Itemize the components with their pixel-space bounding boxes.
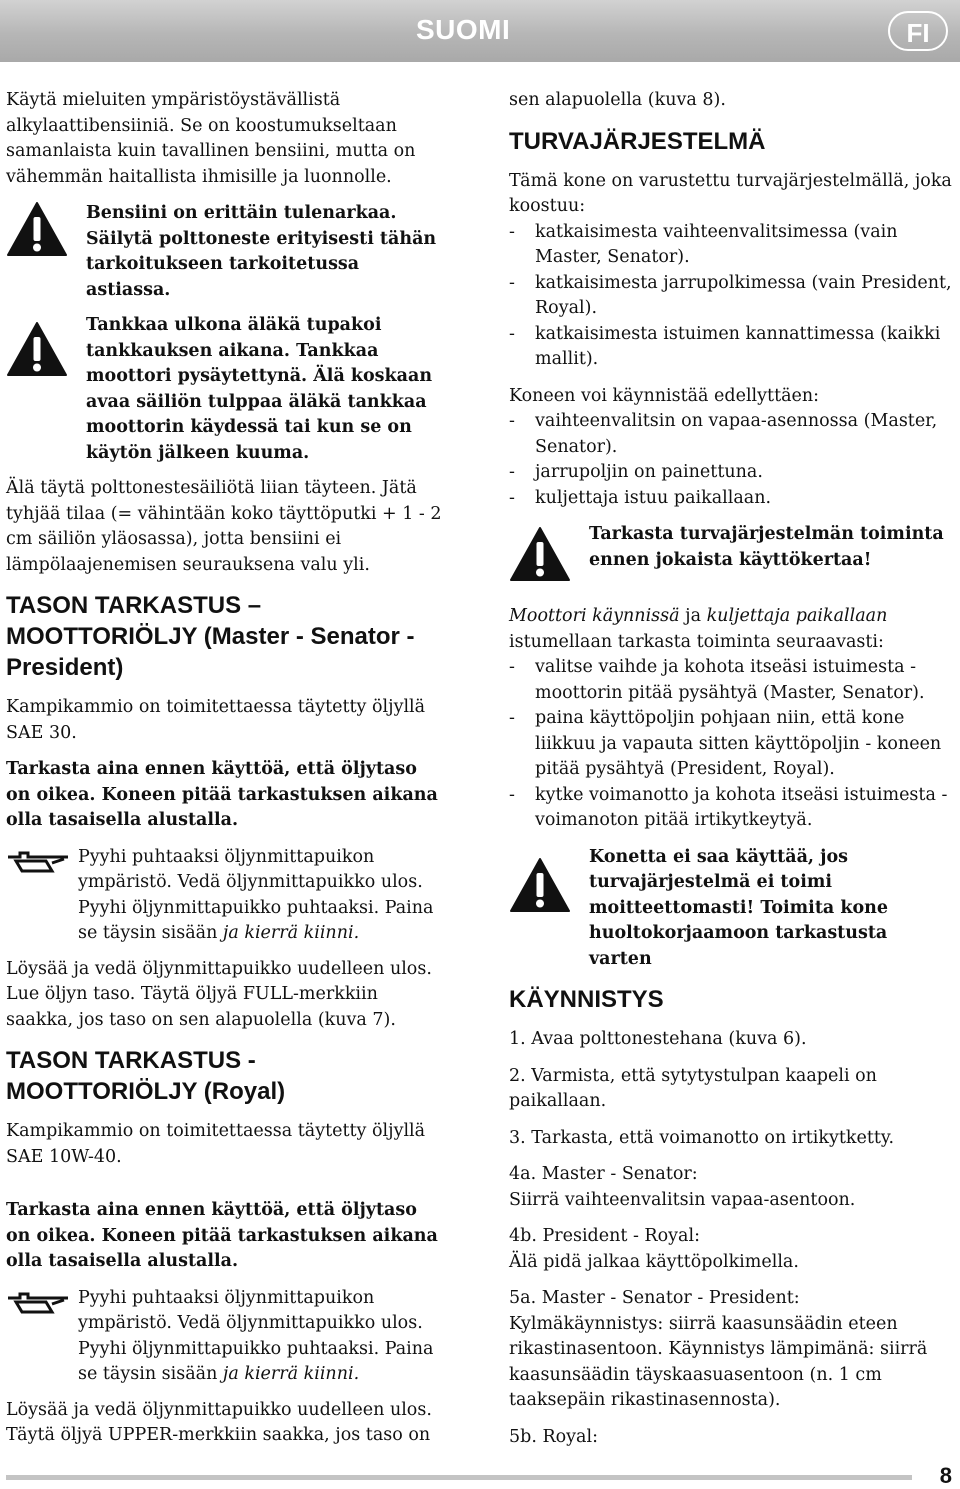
paragraph: Käytä mieluiten ympäristöystävällistä alkylaattibensiiniä. Se on koostumukseltaan samanlaista kuin tavallinen bensiini, mutta on vähemmän haitallista ihmisille ja luonnolle. — [6, 90, 416, 187]
oil-dipstick-icon — [6, 845, 72, 877]
left-column — [6, 88, 446, 1460]
step — [509, 1162, 955, 1213]
step — [509, 1224, 955, 1275]
warning-block — [6, 201, 446, 303]
warning-block — [509, 845, 955, 973]
paragraph — [509, 604, 955, 655]
warning-text: Tarkasta turvajärjestelmän toiminta ennen jokaista käyttökertaa! — [589, 524, 944, 570]
list-item: - katkaisimesta istuimen kannattimessa (kaikki mallit). — [509, 322, 955, 373]
right-column — [509, 88, 955, 1461]
warning-block — [6, 313, 446, 466]
list-item: - valitse vaihde ja kohota itseäsi istuimesta - moottorin pitää pysähtyä (Master, Senator). — [509, 655, 955, 706]
list-item: - vaihteenvalitsin on vapaa-asennossa (Master, Senator). — [509, 409, 955, 460]
section-heading: TURVAJÄRJESTELMÄ — [509, 127, 766, 155]
list-item: - kuljettaja istuu paikallaan. — [509, 486, 955, 512]
warning-text: Konetta ei saa käyttää, jos turvajärjestelmä ei toimi moitteettomasti! Toimita kone huoltokorjaamoon tarkastusta varten — [589, 846, 888, 969]
warning-block — [509, 522, 955, 582]
paragraph: Älä täytä polttonestesäiliötä liian täyteen. Jätä tyhjää tilaa (= vähintään koko täyttöputki + 1 - 2 cm säiliön yläosassa), jotta bensiini ei lämpölaajenemisen seurauksena valu yli. — [6, 478, 442, 575]
section-heading: TASON TARKASTUS - MOOTTORIÖLJY (Royal) — [6, 1047, 286, 1105]
text-phrase: ja — [679, 606, 707, 626]
oil-dipstick-icon — [6, 1286, 72, 1318]
step: 2. Varmista, että sytytystulpan kaapeli on paikallaan. — [509, 1065, 877, 1111]
bold-paragraph: Tarkasta aina ennen käyttöä, että öljytaso on oikea. Koneen pitää tarkastuksen aikana olla tasaisella alustalla. — [6, 1200, 438, 1271]
switch-list — [509, 220, 955, 373]
warning-text: Bensiini on erittäin tulenarkaa. Säilytä polttoneste erityisesti tähän tarkoitukseen tarkoitetussa astiassa. — [86, 203, 437, 300]
step: 1. Avaa polttonestehana (kuva 6). — [509, 1029, 807, 1049]
header-title: SUOMI — [416, 14, 511, 45]
list-item: - paina käyttöpoljin pohjaan niin, että kone liikkuu ja vapauta sitten käyttöpoljin - koneen pitää pysähtyä (President, Royal). — [509, 706, 955, 783]
paragraph: Löysää ja vedä öljynmittapuikko uudelleen ulos. Lue öljyn taso. Täytä öljyä FULL-merkkiin saakka, jos taso on sen alapuolella (kuva 7). — [6, 958, 432, 1030]
step-title: 5a. Master - Senator - President: — [509, 1288, 800, 1308]
list-item: - katkaisimesta jarrupolkimessa (vain President, Royal). — [509, 271, 955, 322]
paragraph: Löysää ja vedä öljynmittapuikko uudelleen ulos. Täytä öljyä UPPER-merkkiin saakka, jos taso on — [6, 1399, 432, 1445]
condition-list — [509, 409, 955, 511]
step-title: 4a. Master - Senator: — [509, 1164, 698, 1184]
dipstick-text-italic: ja kierrä kiinni. — [222, 1364, 360, 1384]
warning-icon — [6, 321, 68, 377]
dipstick-instruction — [6, 1286, 446, 1388]
italic-phrase: kuljettaja paikallaan — [706, 606, 888, 626]
dipstick-text: Pyyhi puhtaaksi öljynmittapuikon ympäristö. Vedä öljynmittapuikko ulos. Pyyhi öljynmittapuikko puhtaaksi. Paina se täysin sisään — [78, 846, 434, 943]
warning-icon — [509, 526, 571, 582]
text-phrase: istumellaan tarkasta toiminta seuraavasti: — [509, 631, 884, 652]
page-number: 8 — [939, 1463, 952, 1488]
language-badge: FI — [888, 11, 948, 51]
italic-phrase: Moottori käynnissä — [509, 606, 680, 626]
bold-paragraph: Tarkasta aina ennen käyttöä, että öljytaso on oikea. Koneen pitää tarkastuksen aikana olla tasaisella alustalla. — [6, 759, 438, 830]
warning-text: Tankkaa ulkona äläkä tupakoi tankkauksen aikana. Tankkaa moottori pysäytettynä. Älä koskaan avaa säiliön tulppaa äläkä tankkaa moottorin käydessä tai kun se on käytön jälkeen kuuma. — [86, 315, 433, 463]
paragraph: sen alapuolella (kuva 8). — [509, 90, 726, 110]
list-item: - kytke voimanotto ja kohota itseäsi istuimesta - voimanoton pitää irtikytkeytyä. — [509, 783, 955, 834]
dipstick-instruction — [6, 845, 446, 947]
step-body: Siirrä vaihteenvalitsin vapaa-asentoon. — [509, 1189, 856, 1210]
warning-icon — [509, 857, 571, 913]
list-item: - katkaisimesta vaihteenvalitsimessa (vain Master, Senator). — [509, 220, 955, 271]
section-heading: TASON TARKASTUS – MOOTTORIÖLJY (Master - Senator - President) — [6, 592, 415, 681]
page-header — [0, 0, 960, 62]
list-item: - jarrupoljin on painettuna. — [509, 460, 955, 486]
paragraph: Kampikammio on toimitettaessa täytetty öljyllä SAE 10W-40. — [6, 1121, 426, 1167]
check-list — [509, 655, 955, 834]
paragraph: Tämä kone on varustettu turvajärjestelmällä, joka koostuu: — [509, 170, 952, 216]
step-body: Älä pidä jalkaa käyttöpolkimella. — [509, 1251, 799, 1272]
dipstick-text: Pyyhi puhtaaksi öljynmittapuikon ympäristö. Vedä öljynmittapuikko ulos. Pyyhi öljynmittapuikko puhtaaksi. Paina se täysin sisään — [78, 1287, 434, 1384]
step-body: Kylmäkäynnistys: siirrä kaasunsäädin eteen rikastinasentoon. Käynnistys lämpimänä: siirrä kaasunsäädin täyskaasuasentoon (n. 1 cm taaksepäin rikastinasennosta). — [509, 1313, 928, 1410]
paragraph: Koneen voi käynnistää edellyttäen: — [509, 385, 820, 406]
section-heading: KÄYNNISTYS — [509, 986, 664, 1013]
warning-icon — [6, 201, 68, 257]
step: 3. Tarkasta, että voimanotto on irtikytketty. — [509, 1127, 895, 1148]
step: 5b. Royal: — [509, 1426, 598, 1447]
step-title: 4b. President - Royal: — [509, 1226, 700, 1246]
dipstick-text-italic: ja kierrä kiinni. — [222, 923, 360, 943]
paragraph: Kampikammio on toimitettaessa täytetty öljyllä SAE 30. — [6, 697, 426, 743]
footer-divider — [6, 1475, 912, 1480]
step — [509, 1286, 955, 1414]
